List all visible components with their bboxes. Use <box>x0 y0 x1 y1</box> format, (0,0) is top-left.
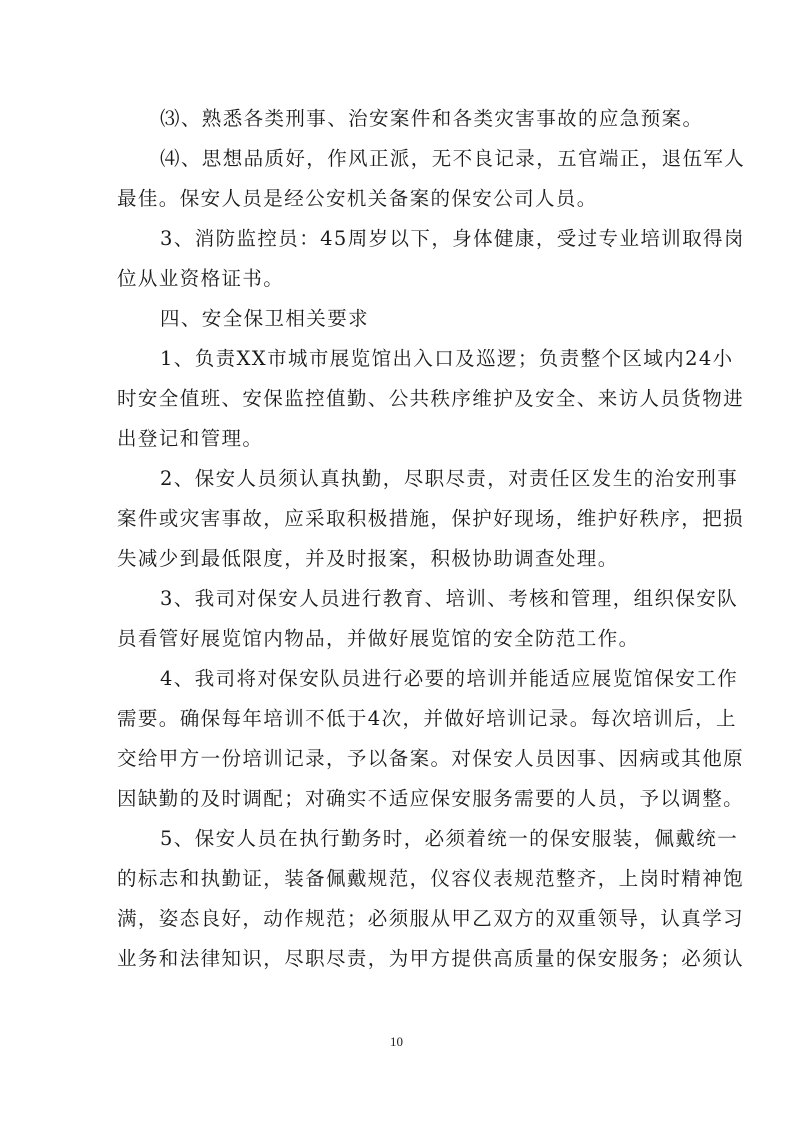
text-line: 满，姿态良好，动作规范；必须服从甲乙双方的双重领导，认真学习 <box>117 907 745 930</box>
text-line: 交给甲方一份培训记录，予以备案。对保安人员因事、因病或其他原 <box>117 747 745 770</box>
text-line: 员看管好展览馆内物品，并做好展览馆的安全防范工作。 <box>117 627 640 650</box>
text-line: 3、我司对保安人员进行教育、培训、考核和管理，组织保安队 <box>160 587 739 610</box>
text-line: 3、消防监控员：45周岁以下，身体健康，受过专业培训取得岗 <box>160 227 745 250</box>
text-line: ⑶、熟悉各类刑事、治安案件和各类灾害事故的应急预案。 <box>160 107 704 130</box>
section-heading: 四、安全保卫相关要求 <box>160 307 370 330</box>
text-line: 业务和法律知识，尽职尽责，为甲方提供高质量的保安服务；必须认 <box>117 947 745 970</box>
text-line: 因缺勤的及时调配；对确实不适应保安服务需要的人员，予以调整。 <box>117 787 745 810</box>
text-line: 失减少到最低限度，并及时报案，积极协助调查处理。 <box>117 547 619 570</box>
text-line: 出登记和管理。 <box>117 427 264 450</box>
text-line: 的标志和执勤证，装备佩戴规范，仪容仪表规范整齐，上岗时精神饱 <box>117 867 745 890</box>
text-line: 5、保安人员在执行勤务时，必须着统一的保安服装，佩戴统一 <box>160 827 739 850</box>
text-line: 最佳。保安人员是经公安机关备案的保安公司人员。 <box>117 187 598 210</box>
text-line: 1、负责XX市城市展览馆出入口及巡逻；负责整个区域内24小 <box>160 347 734 370</box>
text-line: 位从业资格证书。 <box>117 267 285 290</box>
page-number: 10 <box>390 1034 403 1049</box>
text-line: ⑷、思想品质好，作风正派，无不良记录，五官端正，退伍军人 <box>160 147 746 170</box>
body-text <box>117 99 746 979</box>
text-line: 案件或灾害事故，应采取积极措施，保护好现场，维护好秩序，把损 <box>117 507 745 530</box>
text-line: 时安全值班、安保监控值勤、公共秩序维护及安全、来访人员货物进 <box>117 387 745 410</box>
text-line: 4、我司将对保安队员进行必要的培训并能适应展览馆保安工作 <box>160 667 739 690</box>
text-line: 2、保安人员须认真执勤，尽职尽责，对责任区发生的治安刑事 <box>160 467 739 490</box>
text-line: 需要。确保每年培训不低于4次，并做好培训记录。每次培训后，上 <box>117 707 737 730</box>
